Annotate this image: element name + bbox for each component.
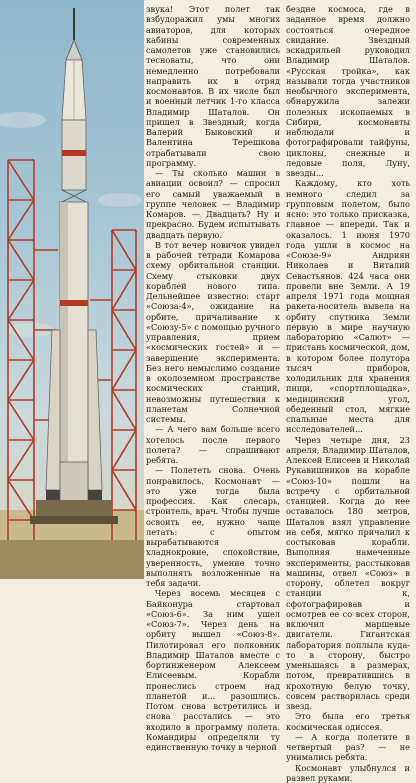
rocket-launch-drawing bbox=[0, 0, 144, 579]
paragraph: бездне космоса, где в заданное время должно состояться очередное свидание. Звездный эскадрильей руководил Владимир Шаталов. «Русская тройка», как называли тогда участников необычного эксперимента, обнаружила залежи полезных ископаемых в Сибири, космонавты наблюдали и фотографировали тайфуны, циклоны, снежные и ледовые поля, Луну, звезды... bbox=[286, 4, 410, 178]
paragraph: — Полететь снова. Очень понравилось. Космонавт — это уже тогда была профессия. Как слесарь, строитель, врач. Чтобы лучше освоить ее, нужно чаще летать: с опытом вырабатываются хладнокровие, спокойствие, уверенность, умение точно выполнять возложенные на тебя задачи. bbox=[146, 465, 280, 588]
paragraph: — Ты сколько машин в авиации освоил? — спросил его самый уважаемый в группе человек — Владимир Комаров. — Двадцать? Ну и прекрасно. Будем испытывать двадцать первую. bbox=[146, 168, 280, 240]
paragraph: Это была его третья космическая одиссея. bbox=[286, 711, 410, 732]
paragraph: — А чего вам больше всего хотелось после первого полета? — спрашивают ребята. bbox=[146, 424, 280, 465]
paragraph: звука! Этот полет так взбудоражил умы многих авиаторов, для которых кабины современных самолетов уже становились тесноваты, что они немедленно потребовали направить их в отряд космонавтов. В их числе был и военный летчик 1-го класса Владимир Шаталов. Он пришел в Звездный, когда Валерий Быковский и Валентина Терешкова отрабатывали свою программу. bbox=[146, 4, 280, 168]
paragraph: — А когда полетите в четвертый раз? — не унимались ребята. bbox=[286, 732, 410, 763]
article-column-middle bbox=[146, 4, 280, 576]
paragraph: Каждому, кто хоть немного следил за групповым полетом, было ясно: это только присказка, главное — впереди. Так и оказалось. 1 июня 1970 года ушли в космос на «Союзе-9» Андриян Николаев и Виталий Севастьянов. 424 часа они провели вне Земли. А 19 апреля 1971 года мощная ракета-носитель вывела на орбиту спутника Земли первую в мире научную лабораторию «Салют» — пристань космической, дом, в котором более полутора тысяч приборов, холодильник для хранения пищи, «спортплощадка», медицинский угол, обеденный стол, мягкие спальные места для исследователей... bbox=[286, 178, 410, 434]
paragraph: В тот вечер новичок увидел в рабочей тетради Комарова схему орбитальной станции. Схему стыковки двух кораблей нового типа. Дельнейшее известно: старт «Союза-4», ожидание на орбите, причаливание к «Союзу-5» с помощью ручного управления, прием «космических гостей» и — завершение эксперимента. Без него немыслимо создание в околоземном пространстве космических станций, невозможны путешествия к планетам Солнечной системы. bbox=[146, 240, 280, 425]
paragraph: Через восемь месяцев с Байконура стартовал «Союз-6». За ним ушел «Союз-7». Через день на орбиту вышел «Союз-8». Пилотировал его полковник Владимир Шаталов вместе с бортинженером Алексеем Елисеевым. Корабли пронеслись строем над планетой и... разошлись. Потом снова встретились и снова расстались — это входило в программу полета. Командиры определяли ту единственную точку в черной bbox=[146, 588, 280, 752]
paragraph: Через четыре дня, 23 апреля, Владимир Шаталов, Алексей Елисеев и Николай Рукавишников на корабле «Союз-10» пошли на встречу с орбитальной станцией. Когда до нее оставалось 180 метров, Шаталов взял управление на себя, мягко причалил к состыковав корабли. Выполняя намеченные эксперименты, расстыковав машины, отвел «Союз» в сторону, облетел вокруг станции к, сфотографировав и осмотрев ее со всех сторон, включил маршевые двигатели. Гигантская лаборатория поплыла куда-то в сторону, быстро уменьшаясь в размерах, потом, превратившись в крохотную белую точку, совсем растворилась среди звезд. bbox=[286, 435, 410, 712]
paragraph: Космонавт улыбнулся и развел руками. bbox=[286, 763, 410, 783]
article-column-right bbox=[286, 4, 410, 576]
rocket-launch-illustration bbox=[0, 0, 144, 579]
